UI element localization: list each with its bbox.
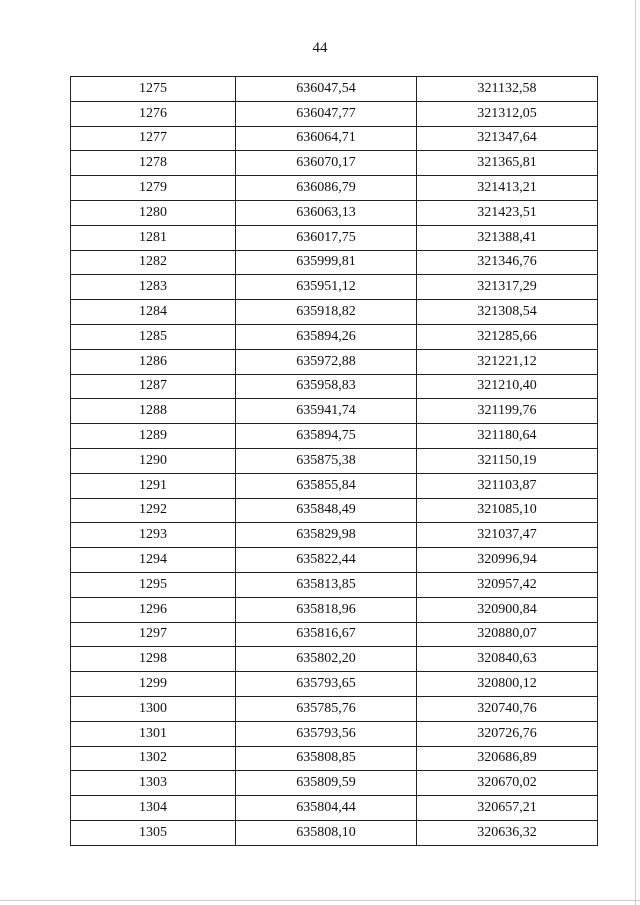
point-number-cell: 1304 — [71, 796, 236, 821]
table-row — [71, 126, 598, 151]
x-coordinate-cell: 635809,59 — [236, 771, 417, 796]
point-number-cell: 1298 — [71, 647, 236, 672]
scan-edge-bottom — [0, 900, 640, 901]
y-coordinate-cell: 321150,19 — [417, 448, 598, 473]
y-coordinate-cell: 321103,87 — [417, 473, 598, 498]
table-row — [71, 448, 598, 473]
point-number-cell: 1297 — [71, 622, 236, 647]
y-coordinate-cell: 320900,84 — [417, 597, 598, 622]
x-coordinate-cell: 636064,71 — [236, 126, 417, 151]
point-number-cell: 1305 — [71, 820, 236, 845]
point-number-cell: 1302 — [71, 746, 236, 771]
table-row — [71, 672, 598, 697]
table-row — [71, 349, 598, 374]
table-row — [71, 696, 598, 721]
point-number-cell: 1294 — [71, 548, 236, 573]
table-row — [71, 771, 598, 796]
x-coordinate-cell: 635848,49 — [236, 498, 417, 523]
x-coordinate-cell: 636047,77 — [236, 101, 417, 126]
x-coordinate-cell: 635813,85 — [236, 572, 417, 597]
y-coordinate-cell: 320957,42 — [417, 572, 598, 597]
table-row — [71, 523, 598, 548]
x-coordinate-cell: 635999,81 — [236, 250, 417, 275]
point-number-cell: 1277 — [71, 126, 236, 151]
point-number-cell: 1289 — [71, 424, 236, 449]
point-number-cell: 1296 — [71, 597, 236, 622]
y-coordinate-cell: 321180,64 — [417, 424, 598, 449]
coordinates-table — [70, 76, 598, 846]
point-number-cell: 1295 — [71, 572, 236, 597]
x-coordinate-cell: 635808,85 — [236, 746, 417, 771]
y-coordinate-cell: 320996,94 — [417, 548, 598, 573]
point-number-cell: 1299 — [71, 672, 236, 697]
table-row — [71, 250, 598, 275]
point-number-cell: 1284 — [71, 300, 236, 325]
y-coordinate-cell: 320740,76 — [417, 696, 598, 721]
point-number-cell: 1283 — [71, 275, 236, 300]
point-number-cell: 1278 — [71, 151, 236, 176]
table-row — [71, 101, 598, 126]
x-coordinate-cell: 635785,76 — [236, 696, 417, 721]
x-coordinate-cell: 635958,83 — [236, 374, 417, 399]
y-coordinate-cell: 321347,64 — [417, 126, 598, 151]
table-row — [71, 796, 598, 821]
table-row — [71, 77, 598, 102]
table-row — [71, 597, 598, 622]
scan-edge-right — [635, 0, 636, 905]
point-number-cell: 1293 — [71, 523, 236, 548]
x-coordinate-cell: 635822,44 — [236, 548, 417, 573]
y-coordinate-cell: 321312,05 — [417, 101, 598, 126]
x-coordinate-cell: 635894,26 — [236, 324, 417, 349]
table-row — [71, 200, 598, 225]
x-coordinate-cell: 635894,75 — [236, 424, 417, 449]
point-number-cell: 1287 — [71, 374, 236, 399]
table-row — [71, 176, 598, 201]
table-row — [71, 548, 598, 573]
table-row — [71, 275, 598, 300]
point-number-cell: 1285 — [71, 324, 236, 349]
point-number-cell: 1275 — [71, 77, 236, 102]
table-row — [71, 324, 598, 349]
y-coordinate-cell: 320657,21 — [417, 796, 598, 821]
x-coordinate-cell: 636070,17 — [236, 151, 417, 176]
point-number-cell: 1280 — [71, 200, 236, 225]
y-coordinate-cell: 321085,10 — [417, 498, 598, 523]
x-coordinate-cell: 636017,75 — [236, 225, 417, 250]
y-coordinate-cell: 320880,07 — [417, 622, 598, 647]
x-coordinate-cell: 636063,13 — [236, 200, 417, 225]
table-row — [71, 622, 598, 647]
table-row — [71, 399, 598, 424]
y-coordinate-cell: 321210,40 — [417, 374, 598, 399]
point-number-cell: 1303 — [71, 771, 236, 796]
point-number-cell: 1300 — [71, 696, 236, 721]
x-coordinate-cell: 635793,56 — [236, 721, 417, 746]
x-coordinate-cell: 635808,10 — [236, 820, 417, 845]
x-coordinate-cell: 635875,38 — [236, 448, 417, 473]
y-coordinate-cell: 321346,76 — [417, 250, 598, 275]
table-row — [71, 572, 598, 597]
y-coordinate-cell: 321388,41 — [417, 225, 598, 250]
point-number-cell: 1281 — [71, 225, 236, 250]
table-row — [71, 647, 598, 672]
y-coordinate-cell: 321132,58 — [417, 77, 598, 102]
x-coordinate-cell: 635804,44 — [236, 796, 417, 821]
y-coordinate-cell: 320636,32 — [417, 820, 598, 845]
x-coordinate-cell: 635816,67 — [236, 622, 417, 647]
y-coordinate-cell: 320800,12 — [417, 672, 598, 697]
y-coordinate-cell: 320670,02 — [417, 771, 598, 796]
y-coordinate-cell: 320726,76 — [417, 721, 598, 746]
x-coordinate-cell: 635941,74 — [236, 399, 417, 424]
x-coordinate-cell: 635972,88 — [236, 349, 417, 374]
x-coordinate-cell: 635802,20 — [236, 647, 417, 672]
x-coordinate-cell: 636086,79 — [236, 176, 417, 201]
table-row — [71, 424, 598, 449]
x-coordinate-cell: 635951,12 — [236, 275, 417, 300]
y-coordinate-cell: 321413,21 — [417, 176, 598, 201]
point-number-cell: 1292 — [71, 498, 236, 523]
point-number-cell: 1291 — [71, 473, 236, 498]
table-row — [71, 820, 598, 845]
x-coordinate-cell: 635818,96 — [236, 597, 417, 622]
page-number: 44 — [312, 40, 328, 56]
x-coordinate-cell: 635855,84 — [236, 473, 417, 498]
table-row — [71, 225, 598, 250]
table-row — [71, 473, 598, 498]
table-row — [71, 498, 598, 523]
point-number-cell: 1282 — [71, 250, 236, 275]
point-number-cell: 1301 — [71, 721, 236, 746]
coordinates-table-body — [71, 77, 598, 846]
x-coordinate-cell: 635793,65 — [236, 672, 417, 697]
table-row — [71, 300, 598, 325]
table-row — [71, 374, 598, 399]
point-number-cell: 1276 — [71, 101, 236, 126]
point-number-cell: 1290 — [71, 448, 236, 473]
y-coordinate-cell: 321317,29 — [417, 275, 598, 300]
y-coordinate-cell: 321199,76 — [417, 399, 598, 424]
table-row — [71, 151, 598, 176]
y-coordinate-cell: 320686,89 — [417, 746, 598, 771]
y-coordinate-cell: 321037,47 — [417, 523, 598, 548]
point-number-cell: 1288 — [71, 399, 236, 424]
y-coordinate-cell: 320840,63 — [417, 647, 598, 672]
y-coordinate-cell: 321365,81 — [417, 151, 598, 176]
y-coordinate-cell: 321308,54 — [417, 300, 598, 325]
x-coordinate-cell: 635829,98 — [236, 523, 417, 548]
y-coordinate-cell: 321221,12 — [417, 349, 598, 374]
point-number-cell: 1279 — [71, 176, 236, 201]
y-coordinate-cell: 321423,51 — [417, 200, 598, 225]
table-row — [71, 721, 598, 746]
y-coordinate-cell: 321285,66 — [417, 324, 598, 349]
x-coordinate-cell: 635918,82 — [236, 300, 417, 325]
x-coordinate-cell: 636047,54 — [236, 77, 417, 102]
point-number-cell: 1286 — [71, 349, 236, 374]
table-row — [71, 746, 598, 771]
